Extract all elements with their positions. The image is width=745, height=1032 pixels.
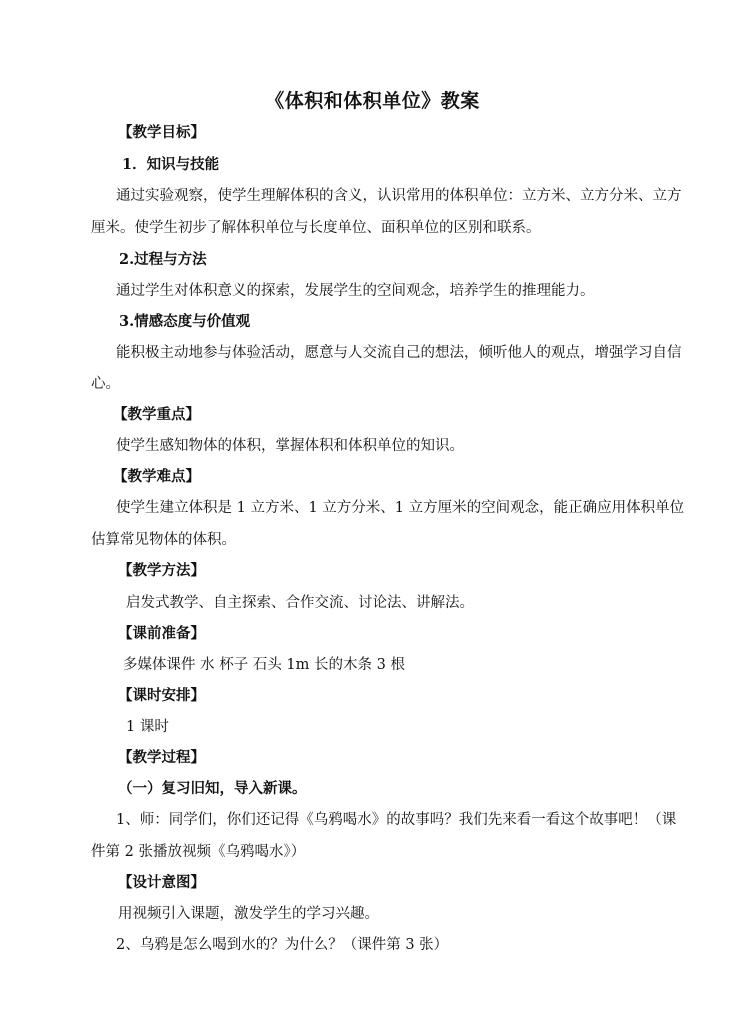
paragraph-line: 用视频引入课题，激发学生的学习兴趣。 bbox=[118, 906, 379, 922]
paragraph-line: 1、师：同学们，你们还记得《乌鸦喝水》的故事吗？我们先来看一看这个故事吧！（课 bbox=[116, 812, 677, 828]
paragraph-line: 启发式教学、自主探索、合作交流、讨论法、讲解法。 bbox=[126, 595, 474, 611]
paragraph-line: 多媒体课件 水 杯子 石头 1m 长的木条 3 根 bbox=[123, 657, 405, 673]
paragraph-line: 2、乌鸦是怎么喝到水的？为什么？（课件第 3 张） bbox=[116, 937, 449, 953]
subheading-review-intro: （一）复习旧知，导入新课。 bbox=[118, 780, 307, 797]
paragraph-line: 心。 bbox=[91, 376, 120, 392]
subheading-emotion-values: 3.情感态度与价值观 bbox=[119, 313, 251, 330]
paragraph-line: 1 课时 bbox=[126, 719, 169, 735]
subheading-process-method: 2.过程与方法 bbox=[119, 251, 207, 268]
heading-teaching-objectives: 【教学目标】 bbox=[118, 124, 205, 141]
heading-teaching-focus: 【教学重点】 bbox=[113, 406, 200, 423]
paragraph-line: 通过实验观察，使学生理解体积的含义，认识常用的体积单位：立方米、立方分米、立方 bbox=[116, 188, 682, 204]
heading-preparation: 【课前准备】 bbox=[118, 625, 205, 642]
paragraph-line: 能积极主动地参与体验活动，愿意与人交流自己的想法，倾听他人的观点，增强学习自信 bbox=[116, 345, 682, 361]
heading-design-intent: 【设计意图】 bbox=[118, 874, 205, 891]
heading-teaching-methods: 【教学方法】 bbox=[118, 562, 205, 579]
paragraph-line: 估算常见物体的体积。 bbox=[91, 532, 236, 548]
heading-teaching-process: 【教学过程】 bbox=[118, 749, 205, 766]
document-title: 《体积和体积单位》教案 bbox=[265, 90, 480, 112]
paragraph-line: 件第 2 张播放视频《乌鸦喝水》） bbox=[91, 844, 306, 860]
subheading-knowledge-skills: 1．知识与技能 bbox=[122, 156, 220, 173]
paragraph-line: 通过学生对体积意义的探索，发展学生的空间观念，培养学生的推理能力。 bbox=[116, 283, 595, 299]
paragraph-line: 使学生感知物体的体积，掌握体积和体积单位的知识。 bbox=[116, 438, 464, 454]
paragraph-line: 使学生建立体积是 1 立方米、1 立方分米、1 立方厘米的空间观念，能正确应用体积单位 bbox=[116, 500, 685, 516]
heading-schedule: 【课时安排】 bbox=[118, 687, 205, 704]
heading-teaching-difficulty: 【教学难点】 bbox=[113, 468, 200, 485]
paragraph-line: 厘米。使学生初步了解体积单位与长度单位、面积单位的区别和联系。 bbox=[91, 220, 541, 236]
